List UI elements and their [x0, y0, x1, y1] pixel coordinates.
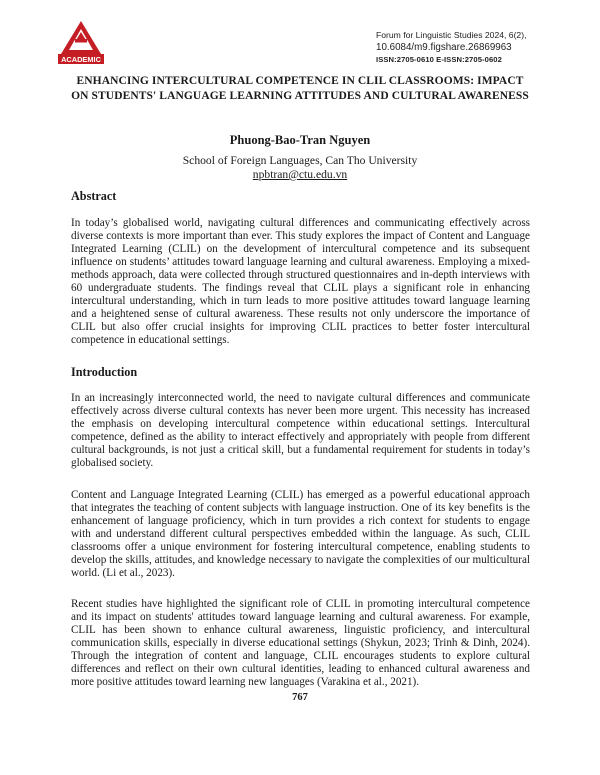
abstract-text: In today’s globalised world, navigating cultural differences and communicating effectively across diverse contexts is more important than ever. This study explores the impact of Content and Language Integrated Learning (CLIL) on the development of intercultural competence and its subsequent influence on students’ attitudes toward language learning and cultural awareness. Employing a mixed-methods approach, data were collected through structured questionnaires and in-depth interviews with 60 undergraduate students. The findings reveal that CLIL plays a significant role in enhancing intercultural understanding, which in turn leads to more positive attitudes toward language learning and a heightened sense of cultural awareness. These results not only underscore the importance of CLIL but also offer crucial insights for improving CLIL practices to better foster intercultural competence in educational settings. — [71, 217, 530, 347]
article-title: ENHANCING INTERCULTURAL COMPETENCE IN CLIL CLASSROOMS: IMPACT ON STUDENTS' LANGUAGE LEARNING ATTITUDES AND CULTURAL AWARENESS — [71, 75, 529, 102]
journal-doi: 10.6084/m9.figshare.26869963 — [376, 41, 512, 53]
author-name: Phuong-Bao-Tran Nguyen — [229, 133, 371, 147]
introduction-heading: Introduction — [71, 365, 138, 379]
journal-info — [376, 29, 576, 67]
academic-publishing-logo-icon — [56, 20, 106, 66]
abstract-heading: Abstract — [71, 189, 117, 203]
author-email-link[interactable]: npbtran@ctu.edu.vn — [252, 168, 348, 181]
page-number: 767 — [292, 692, 308, 703]
author-affiliation-block — [0, 154, 600, 182]
journal-citation: Forum for Linguistic Studies 2024, 6(2), — [376, 30, 527, 40]
author-affiliation: School of Foreign Languages, Can Tho University — [182, 154, 418, 167]
intro-paragraph-3: Recent studies have highlighted the significant role of CLIL in promoting intercultural competence and its impact on students' attitudes toward language learning and cultural awareness. For example, CLIL has been shown to enhance cultural awareness, linguistic proficiency, and intercultural communication skills, especially in diverse educational settings (Shykun, 2023; Trinh & Dinh, 2024). Through the integration of content and language, CLIL encourages students to explore cultural differences and reflect on their own cultural identities, leading to enhanced cultural awareness and more positive attitudes toward learning new languages (Varakina et al., 2021). — [71, 598, 530, 689]
intro-paragraph-1: In an increasingly interconnected world, the need to navigate cultural differences and communicate effectively across diverse cultural contexts has never been more urgent. This necessity has increased the emphasis on developing intercultural competence within educational settings. Intercultural competence, defined as the ability to interact effectively and appropriately with people from different cultural backgrounds, is not just a critical skill, but a fundamental requirement for students in today’s globalised society. — [71, 392, 530, 470]
logo-wordmark: ACADEMIC — [61, 55, 101, 64]
journal-issn: ISSN:2705-0610 E-ISSN:2705-0602 — [376, 55, 502, 64]
intro-paragraph-2: Content and Language Integrated Learning (CLIL) has emerged as a powerful educational approach that integrates the teaching of content subjects with language instruction. One of its key benefits is the enhancement of language proficiency, which in turn provides a rich context for students to engage with and understand different cultural perspectives embedded within the language. As such, CLIL classrooms offer a unique environment for fostering intercultural competence, enabling students to develop the skills, attitudes, and knowledge necessary to navigate the complexities of our multicultural world. (Li et al., 2023). — [71, 489, 530, 580]
